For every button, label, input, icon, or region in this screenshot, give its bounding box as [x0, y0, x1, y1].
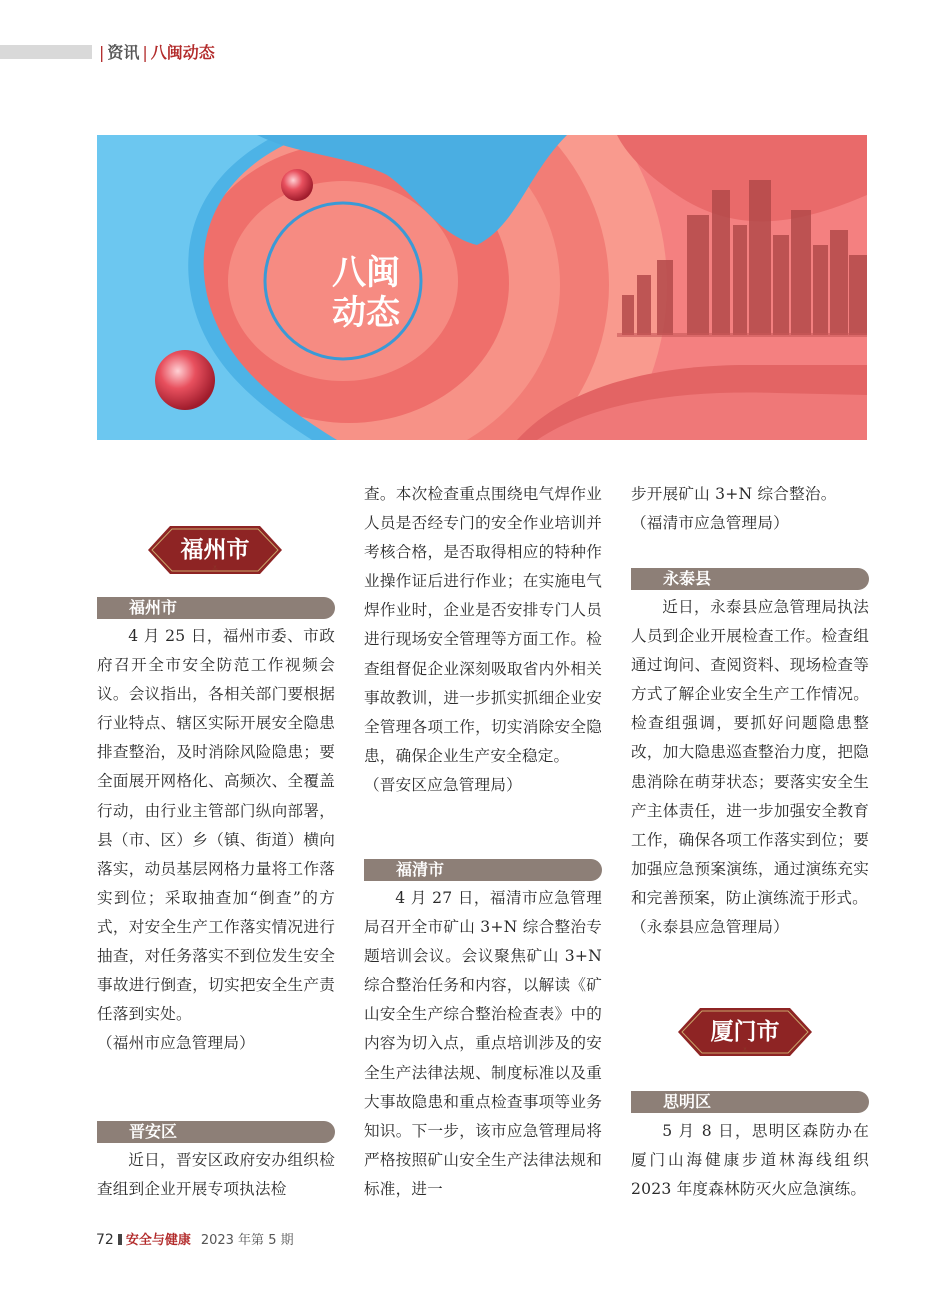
page-header: | 资讯 | 八闽动态 [99, 43, 215, 62]
article-source: （晋安区应急管理局） [364, 775, 522, 794]
city-badge-label: 福州市 [180, 536, 250, 563]
article-body: 查。本次检查重点围绕电气焊作业人员是否经专门的安全作业培训并考核合格，是否取得相应的特种作业操作证后进行作业；在实施电气焊作业时，企业是否安排专门人员进行现场安全管理等方面工作。检查组督促企业深刻吸取省内外相关事故教训，进一步抓实抓细企业安全管理各项工作，切实消除安全隐患，确保企业生产安全稳定。 [364, 485, 602, 765]
page-number: 72 [96, 1232, 114, 1248]
article-source: （福清市应急管理局） [631, 514, 789, 533]
article-body: 近日，永泰县应急管理局执法人员到企业开展检查工作。检查组通过询问、查阅资料、现场检查等方式了解企业安全生产工作情况。检查组强调，要抓好问题隐患整改，加大隐患巡查整治力度，把隐患消除在萌芽状态；要落实安全生产主体责任，进一步加强安全教育工作，确保各项工作落实到位；要加强应急预案演练，通过演练充实和完善预案，防止演练流于形式。 [631, 598, 869, 907]
article-yongtai [631, 593, 869, 942]
section-bar-fuqing: 福清市 [364, 859, 602, 881]
article-fuzhou [97, 622, 335, 1058]
article-siming [631, 1117, 869, 1204]
footer-divider [118, 1234, 122, 1245]
header-decor-bar [0, 45, 92, 59]
section-bar-fuzhou: 福州市 [97, 597, 335, 619]
city-badge-fuzhou [148, 520, 282, 580]
header-subsection: 八闽动态 [150, 43, 215, 62]
chevron-down-icon: ⩡ [212, 563, 218, 574]
article-source: （永泰县应急管理局） [631, 918, 789, 937]
article-fuqing-part2 [631, 480, 869, 538]
banner-image [97, 135, 867, 440]
article-jinan-part2 [364, 480, 602, 800]
header-section: 资讯 [107, 43, 140, 62]
section-bar-siming: 思明区 [631, 1091, 869, 1113]
article-body: 4 月 25 日，福州市委、市政府召开全市安全防范工作视频会议。会议指出，各相关部门要根据行业特点、辖区实际开展安全隐患排查整治，及时消除风险隐患；要全面展开网格化、高频次、全覆盖行动，由行业主管部门纵向部署，县（市、区）乡（镇、街道）横向落实，动员基层网格力量将工作落实到位；采取抽查加“倒查”的方式，对安全生产工作落实情况进行抽查，对任务落实不到位发生安全事故进行倒查，切实把安全生产责任落到实处。 [97, 627, 335, 1024]
section-bar-jinan: 晋安区 [97, 1121, 335, 1143]
banner-title: 八闽 动态 [332, 253, 400, 333]
article-body: 4 月 27 日，福清市应急管理局召开全市矿山 3+N 综合整治专题培训会议。会议聚焦矿山 3+N 综合整治任务和内容，以解读《矿山安全生产综合整治检查表》中的内容为切入点，重点培训涉及的安全生产法律法规、制度标准以及重大事故隐患和重点检查事项等业务知识。下一步，该市应急管理局将严格按照矿山安全生产法律法规和标准，进一 [364, 889, 602, 1198]
magazine-name: 安全与健康 [125, 1233, 191, 1248]
city-badge-label: 厦门市 [710, 1018, 780, 1045]
article-body: 5 月 8 日，思明区森防办在厦门山海健康步道林海线组织 2023 年度森林防灭火应急演练。 [631, 1122, 869, 1199]
article-jinan-part1 [97, 1146, 335, 1204]
article-fuqing-part1 [364, 884, 602, 1204]
section-bar-yongtai: 永泰县 [631, 568, 869, 590]
article-body: 近日，晋安区政府安办组织检查组到企业开展专项执法检 [97, 1151, 335, 1199]
article-source: （福州市应急管理局） [97, 1034, 255, 1053]
chevron-down-icon: ⩡ [742, 1045, 748, 1056]
page-footer [96, 1229, 294, 1248]
city-badge-xiamen [678, 1002, 812, 1062]
article-body: 步开展矿山 3+N 综合整治。 [631, 485, 837, 503]
issue-label: 2023 年第 5 期 [200, 1233, 294, 1248]
